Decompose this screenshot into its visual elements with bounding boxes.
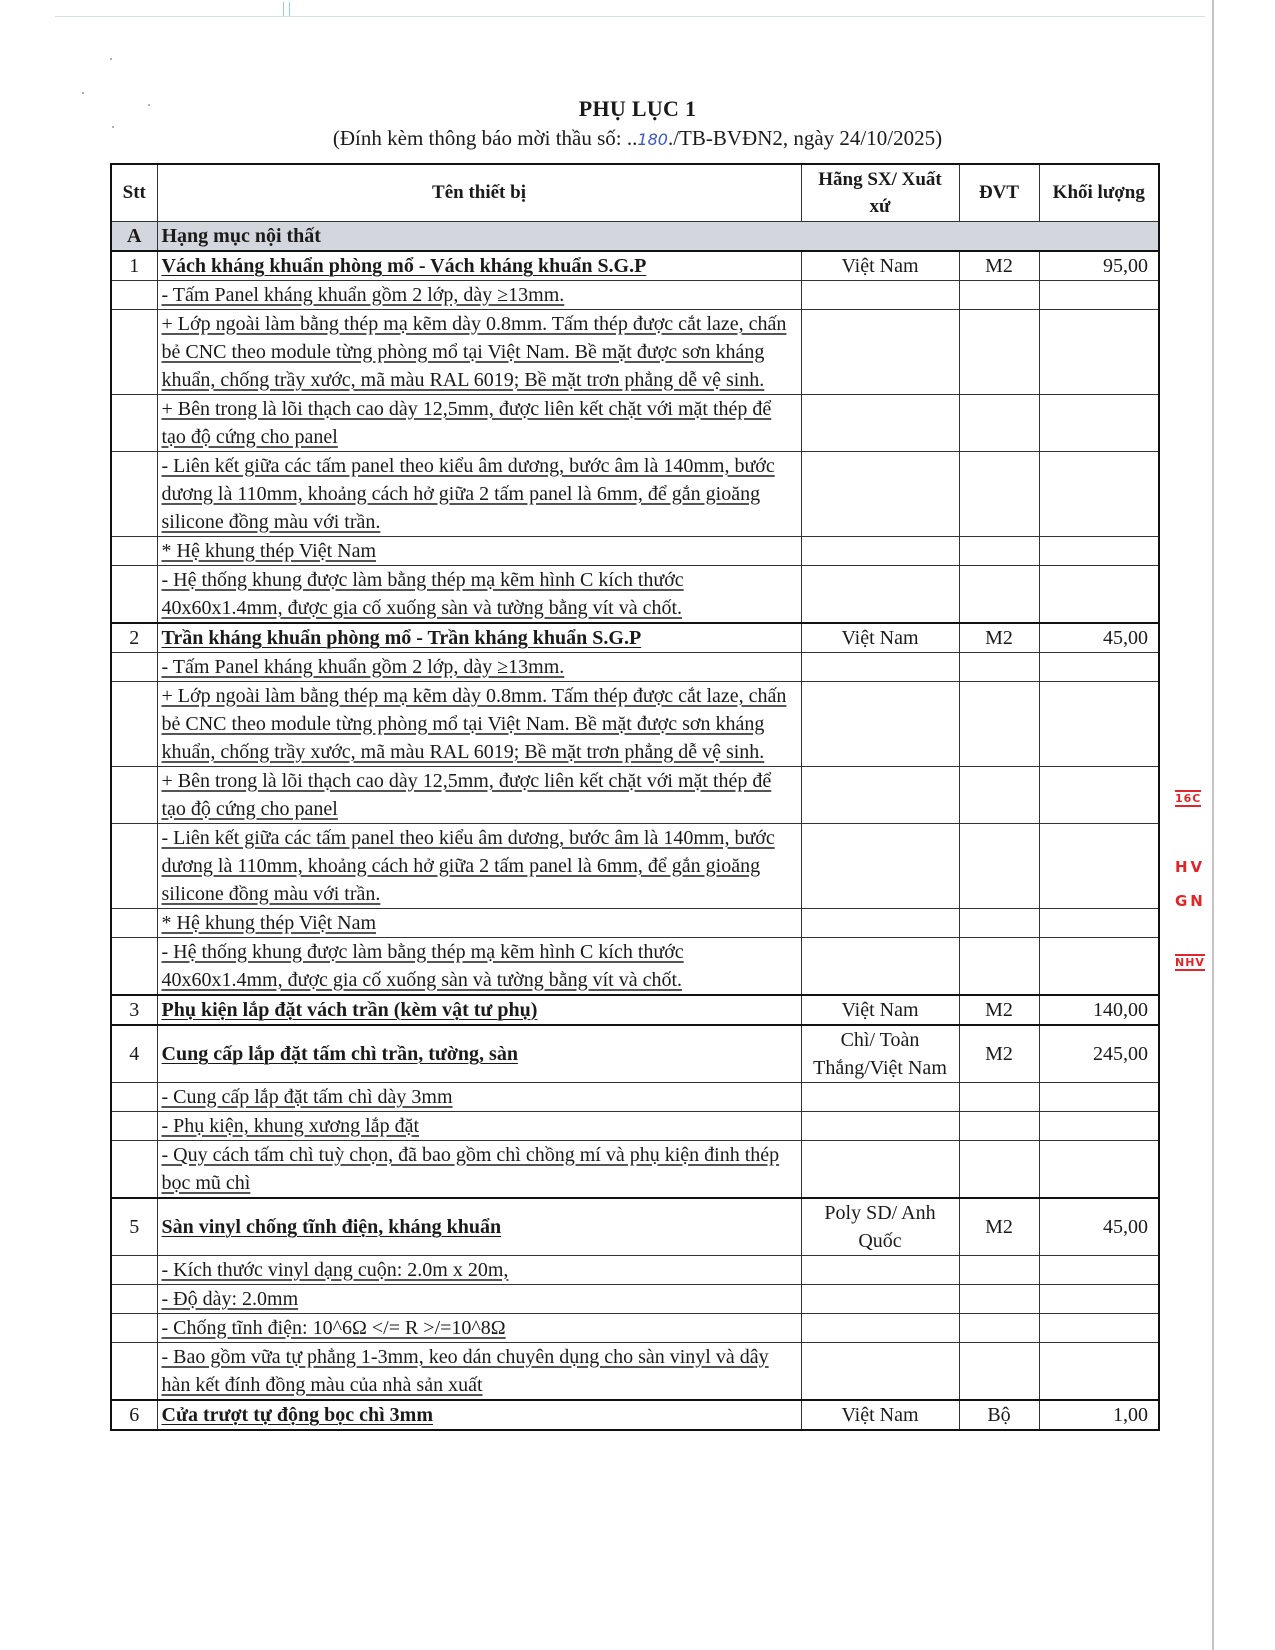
scan-speck bbox=[82, 92, 84, 94]
cell-qty bbox=[1039, 394, 1159, 451]
cell-maker bbox=[801, 1255, 959, 1284]
detail-row bbox=[111, 536, 1159, 565]
cell-unit bbox=[959, 280, 1039, 309]
cell-qty: 1,00 bbox=[1039, 1400, 1159, 1430]
detail-row bbox=[111, 1111, 1159, 1140]
cell-name: - Hệ thống khung được làm bằng thép mạ kẽm hình C kích thước 40x60x1.4mm, được gia cố xuống sàn và tường bằng vít và chốt. bbox=[157, 937, 801, 995]
cell-unit bbox=[959, 1082, 1039, 1111]
cell-qty: 45,00 bbox=[1039, 1198, 1159, 1256]
cell-stt: 2 bbox=[111, 623, 157, 653]
page-edge-line bbox=[1212, 0, 1214, 1650]
cell-unit bbox=[959, 1313, 1039, 1342]
cell-name: Phụ kiện lắp đặt vách trần (kèm vật tư phụ) bbox=[157, 995, 801, 1025]
cell-qty bbox=[1039, 766, 1159, 823]
cell-name: Cung cấp lắp đặt tấm chì trần, tường, sàn bbox=[157, 1025, 801, 1083]
handwritten-number: 180 bbox=[637, 130, 668, 149]
item-row bbox=[111, 995, 1159, 1025]
detail-row bbox=[111, 908, 1159, 937]
detail-row bbox=[111, 823, 1159, 908]
detail-row bbox=[111, 309, 1159, 394]
cell-stt bbox=[111, 1284, 157, 1313]
cell-maker bbox=[801, 565, 959, 623]
detail-row bbox=[111, 1255, 1159, 1284]
cell-qty bbox=[1039, 565, 1159, 623]
cell-unit bbox=[959, 681, 1039, 766]
cell-maker bbox=[801, 451, 959, 536]
cell-stt bbox=[111, 1342, 157, 1400]
cell-stt: 6 bbox=[111, 1400, 157, 1430]
cell-maker bbox=[801, 1284, 959, 1313]
cell-qty bbox=[1039, 309, 1159, 394]
stamp-fragment: GN bbox=[1175, 892, 1206, 910]
cell-name: + Bên trong là lõi thạch cao dày 12,5mm, được liên kết chặt với mặt thép để tạo độ cứng cho panel bbox=[157, 394, 801, 451]
detail-row bbox=[111, 280, 1159, 309]
cell-name: - Liên kết giữa các tấm panel theo kiểu âm dương, bước âm là 140mm, bước dương là 110mm, khoảng cách hở giữa 2 tấm panel là 6mm, để gắn gioăng silicone đồng màu với trần. bbox=[157, 451, 801, 536]
cell-qty bbox=[1039, 1111, 1159, 1140]
cell-stt bbox=[111, 1313, 157, 1342]
scan-mark bbox=[289, 2, 290, 16]
detail-row bbox=[111, 1082, 1159, 1111]
cell-unit bbox=[959, 1111, 1039, 1140]
cell-name: - Tấm Panel kháng khuẩn gồm 2 lớp, dày ≥13mm. bbox=[157, 280, 801, 309]
cell-name: - Bao gồm vữa tự phẳng 1-3mm, keo dán chuyên dụng cho sàn vinyl và dây hàn kết đính đồng màu của nhà sản xuất bbox=[157, 1342, 801, 1400]
cell-name: - Hệ thống khung được làm bằng thép mạ kẽm hình C kích thước 40x60x1.4mm, được gia cố xuống sàn và tường bằng vít và chốt. bbox=[157, 565, 801, 623]
cell-unit: M2 bbox=[959, 251, 1039, 281]
cell-stt bbox=[111, 280, 157, 309]
cell-name: - Liên kết giữa các tấm panel theo kiểu âm dương, bước âm là 140mm, bước dương là 110mm, khoảng cách hở giữa 2 tấm panel là 6mm, để gắn gioăng silicone đồng màu với trần. bbox=[157, 823, 801, 908]
detail-row bbox=[111, 766, 1159, 823]
cell-qty bbox=[1039, 681, 1159, 766]
cell-stt bbox=[111, 823, 157, 908]
cell-qty bbox=[1039, 1313, 1159, 1342]
cell-stt bbox=[111, 1082, 157, 1111]
detail-row bbox=[111, 1313, 1159, 1342]
cell-qty bbox=[1039, 1284, 1159, 1313]
cell-unit bbox=[959, 1342, 1039, 1400]
cell-unit bbox=[959, 536, 1039, 565]
cell-stt bbox=[111, 451, 157, 536]
cell-unit bbox=[959, 565, 1039, 623]
cell-maker bbox=[801, 394, 959, 451]
cell-maker bbox=[801, 937, 959, 995]
stamp-fragment: HV bbox=[1175, 858, 1206, 876]
cell-unit bbox=[959, 766, 1039, 823]
cell-name: - Chống tĩnh điện: 10^6Ω </= R >/=10^8Ω bbox=[157, 1313, 801, 1342]
cell-stt bbox=[111, 309, 157, 394]
cell-maker bbox=[801, 1082, 959, 1111]
cell-name: + Bên trong là lõi thạch cao dày 12,5mm, được liên kết chặt với mặt thép để tạo độ cứng cho panel bbox=[157, 766, 801, 823]
cell-name: Cửa trượt tự động bọc chì 3mm bbox=[157, 1400, 801, 1430]
cell-name: * Hệ khung thép Việt Nam bbox=[157, 908, 801, 937]
detail-row bbox=[111, 451, 1159, 536]
cell-qty bbox=[1039, 823, 1159, 908]
scan-mark bbox=[283, 2, 284, 16]
cell-maker bbox=[801, 280, 959, 309]
cell-unit bbox=[959, 394, 1039, 451]
equipment-table bbox=[110, 163, 1160, 1431]
subtitle-suffix: ./TB-BVĐN2, ngày 24/10/2025) bbox=[667, 126, 943, 150]
cell-unit bbox=[959, 1255, 1039, 1284]
cell-unit bbox=[959, 937, 1039, 995]
cell-maker: Việt Nam bbox=[801, 995, 959, 1025]
item-row bbox=[111, 251, 1159, 281]
cell-unit bbox=[959, 652, 1039, 681]
section-name: Hạng mục nội thất bbox=[157, 221, 1159, 251]
cell-name: - Phụ kiện, khung xương lắp đặt bbox=[157, 1111, 801, 1140]
cell-qty bbox=[1039, 1342, 1159, 1400]
cell-stt bbox=[111, 1111, 157, 1140]
cell-qty: 140,00 bbox=[1039, 995, 1159, 1025]
document-subtitle bbox=[0, 126, 1275, 151]
cell-maker: Chì/ Toàn Thắng/Việt Nam bbox=[801, 1025, 959, 1083]
cell-name: - Kích thước vinyl dạng cuộn: 2.0m x 20m, bbox=[157, 1255, 801, 1284]
cell-unit bbox=[959, 1284, 1039, 1313]
cell-stt bbox=[111, 536, 157, 565]
cell-qty bbox=[1039, 536, 1159, 565]
cell-stt bbox=[111, 908, 157, 937]
cell-maker bbox=[801, 652, 959, 681]
cell-stt: 4 bbox=[111, 1025, 157, 1083]
cell-stt bbox=[111, 565, 157, 623]
item-row bbox=[111, 1400, 1159, 1430]
cell-stt bbox=[111, 1255, 157, 1284]
cell-stt bbox=[111, 652, 157, 681]
cell-maker bbox=[801, 823, 959, 908]
header-unit: ĐVT bbox=[959, 164, 1039, 221]
cell-maker: Việt Nam bbox=[801, 623, 959, 653]
detail-row bbox=[111, 394, 1159, 451]
cell-maker bbox=[801, 536, 959, 565]
cell-unit: Bộ bbox=[959, 1400, 1039, 1430]
cell-qty: 95,00 bbox=[1039, 251, 1159, 281]
cell-stt bbox=[111, 394, 157, 451]
cell-name: Vách kháng khuẩn phòng mổ - Vách kháng khuẩn S.G.P bbox=[157, 251, 801, 281]
stamp-fragment: NHV bbox=[1175, 956, 1205, 969]
detail-row bbox=[111, 681, 1159, 766]
scan-top-line bbox=[55, 16, 1205, 17]
cell-unit: M2 bbox=[959, 1198, 1039, 1256]
document-title: PHỤ LỤC 1 bbox=[578, 96, 697, 121]
cell-name: - Quy cách tấm chì tuỳ chọn, đã bao gồm chì chồng mí và phụ kiện đinh thép bọc mũ chì bbox=[157, 1140, 801, 1198]
cell-qty bbox=[1039, 280, 1159, 309]
cell-maker bbox=[801, 1342, 959, 1400]
cell-maker bbox=[801, 766, 959, 823]
item-row bbox=[111, 623, 1159, 653]
cell-stt bbox=[111, 681, 157, 766]
cell-unit: M2 bbox=[959, 995, 1039, 1025]
header-qty: Khối lượng bbox=[1039, 164, 1159, 221]
cell-maker bbox=[801, 1313, 959, 1342]
cell-maker: Việt Nam bbox=[801, 251, 959, 281]
cell-name: - Độ dày: 2.0mm bbox=[157, 1284, 801, 1313]
cell-name: + Lớp ngoài làm bằng thép mạ kẽm dày 0.8mm. Tấm thép được cắt laze, chấn bẻ CNC theo module từng phòng mổ tại Việt Nam. Bề mặt được sơn kháng khuẩn, chống trầy xước, mã màu RAL 6019; Bề mặt trơn phẳng dễ vệ sinh. bbox=[157, 309, 801, 394]
cell-qty bbox=[1039, 451, 1159, 536]
cell-name: + Lớp ngoài làm bằng thép mạ kẽm dày 0.8mm. Tấm thép được cắt laze, chấn bẻ CNC theo module từng phòng mổ tại Việt Nam. Bề mặt được sơn kháng khuẩn, chống trầy xước, mã màu RAL 6019; Bề mặt trơn phẳng dễ vệ sinh. bbox=[157, 681, 801, 766]
cell-name: - Tấm Panel kháng khuẩn gồm 2 lớp, dày ≥13mm. bbox=[157, 652, 801, 681]
cell-stt bbox=[111, 766, 157, 823]
header-stt: Stt bbox=[111, 164, 157, 221]
cell-unit bbox=[959, 1140, 1039, 1198]
stamp-fragment: 16C bbox=[1175, 792, 1202, 805]
cell-unit: M2 bbox=[959, 623, 1039, 653]
cell-maker bbox=[801, 1111, 959, 1140]
cell-name: Trần kháng khuẩn phòng mổ - Trần kháng khuẩn S.G.P bbox=[157, 623, 801, 653]
cell-maker: Việt Nam bbox=[801, 1400, 959, 1430]
cell-unit bbox=[959, 309, 1039, 394]
detail-row bbox=[111, 1342, 1159, 1400]
detail-row bbox=[111, 1284, 1159, 1313]
cell-stt: 5 bbox=[111, 1198, 157, 1256]
cell-name: - Cung cấp lắp đặt tấm chì dày 3mm bbox=[157, 1082, 801, 1111]
cell-qty bbox=[1039, 1140, 1159, 1198]
cell-qty bbox=[1039, 908, 1159, 937]
cell-qty bbox=[1039, 1082, 1159, 1111]
cell-maker: Poly SD/ Anh Quốc bbox=[801, 1198, 959, 1256]
section-row bbox=[111, 221, 1159, 251]
detail-row bbox=[111, 937, 1159, 995]
cell-name: * Hệ khung thép Việt Nam bbox=[157, 536, 801, 565]
table-header-row bbox=[111, 164, 1159, 221]
cell-maker bbox=[801, 309, 959, 394]
cell-stt bbox=[111, 1140, 157, 1198]
header-name: Tên thiết bị bbox=[157, 164, 801, 221]
cell-qty: 45,00 bbox=[1039, 623, 1159, 653]
cell-maker bbox=[801, 681, 959, 766]
detail-row bbox=[111, 1140, 1159, 1198]
cell-maker bbox=[801, 1140, 959, 1198]
cell-unit: M2 bbox=[959, 1025, 1039, 1083]
scan-speck bbox=[110, 58, 112, 60]
header-maker: Hãng SX/ Xuất xứ bbox=[801, 164, 959, 221]
cell-qty: 245,00 bbox=[1039, 1025, 1159, 1083]
cell-maker bbox=[801, 908, 959, 937]
item-row bbox=[111, 1198, 1159, 1256]
cell-stt: 3 bbox=[111, 995, 157, 1025]
cell-unit bbox=[959, 823, 1039, 908]
subtitle-prefix: (Đính kèm thông báo mời thầu số: .. bbox=[332, 126, 638, 150]
cell-stt bbox=[111, 937, 157, 995]
detail-row bbox=[111, 565, 1159, 623]
cell-unit bbox=[959, 451, 1039, 536]
detail-row bbox=[111, 652, 1159, 681]
cell-stt: 1 bbox=[111, 251, 157, 281]
item-row bbox=[111, 1025, 1159, 1083]
cell-qty bbox=[1039, 1255, 1159, 1284]
section-stt: A bbox=[111, 221, 157, 251]
cell-name: Sàn vinyl chống tĩnh điện, kháng khuẩn bbox=[157, 1198, 801, 1256]
cell-unit bbox=[959, 908, 1039, 937]
cell-qty bbox=[1039, 652, 1159, 681]
cell-qty bbox=[1039, 937, 1159, 995]
